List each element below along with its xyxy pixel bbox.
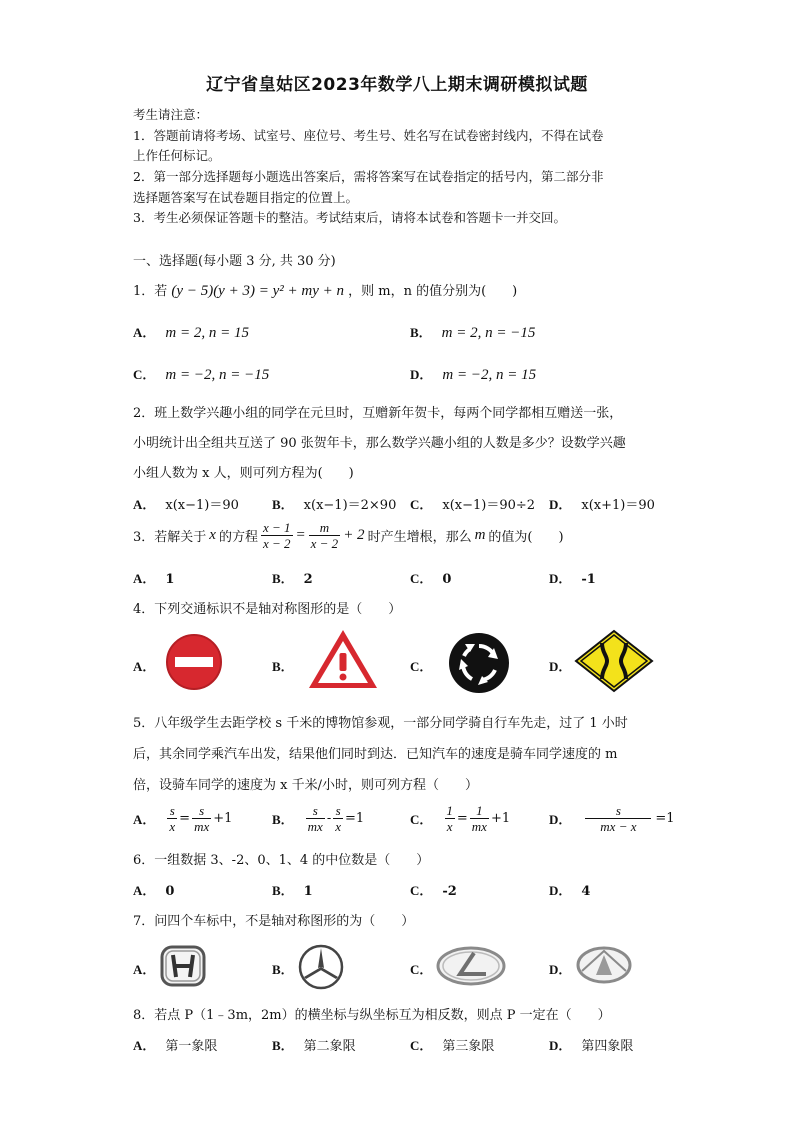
option-text: 2 [303, 572, 313, 587]
option-label: C． [410, 883, 433, 898]
q2-option-c[interactable] [410, 494, 535, 513]
q1-option-d[interactable] [410, 364, 536, 384]
q3-variable-m: m [474, 527, 486, 543]
fraction [583, 803, 653, 834]
option-text: 4 [581, 884, 591, 899]
infiniti-logo-icon [576, 945, 632, 985]
fraction [167, 803, 177, 834]
narrow-bridge-sign-icon [574, 629, 654, 693]
question-8-stem: 8．若点 P（1﹣3m，2m）的横坐标与纵坐标互为相反数，则点 P 一定在（ ） [133, 1008, 611, 1023]
fraction-numerator: s [312, 803, 318, 818]
q5-option-d[interactable] [549, 803, 675, 834]
notice-item-1a: 1．答题前请将考场、试室号、座位号、考生号、姓名写在试卷密封线内，不得在试卷 [133, 128, 604, 143]
fraction-denominator: x [446, 819, 453, 834]
fraction-numerator: 1 [476, 803, 483, 818]
fraction-numerator: m [319, 520, 330, 535]
option-label: B． [272, 497, 294, 512]
fraction-denominator: x [169, 819, 176, 834]
option-label: A． [133, 962, 156, 977]
fraction-numerator: s [615, 803, 621, 818]
option-text: m = −2, n = 15 [442, 367, 537, 383]
q3-option-b[interactable] [272, 568, 313, 587]
honda-logo-icon [160, 945, 206, 987]
q1-prefix: 1．若 [133, 284, 168, 299]
option-label: B． [272, 962, 294, 977]
q3-plus-two: + 2 [343, 527, 365, 543]
section-heading: 一、选择题(每小题 3 分, 共 30 分) [133, 254, 336, 269]
q4-option-a[interactable] [133, 656, 165, 675]
question-5-line-3: 倍，设骑车同学的速度为 x 千米/小时，则可列方程（ ） [133, 778, 478, 793]
notice-item-1b: 上作任何标记。 [133, 148, 221, 163]
option-label: B． [272, 883, 294, 898]
fraction-denominator: mx − x [585, 818, 651, 834]
option-label: B． [272, 659, 294, 674]
page-title: 辽宁省皇姑区2023年数学八上期末调研模拟试题 [206, 75, 588, 95]
q5-option-c[interactable] [410, 803, 510, 834]
fraction [192, 803, 211, 834]
notice-item-2b: 选择题答案写在试卷题目指定的位置上。 [133, 190, 359, 205]
option-text: 第三象限 [442, 1039, 495, 1054]
option-label: C． [410, 659, 433, 674]
q6-option-b[interactable] [272, 880, 313, 899]
warning-triangle-icon [307, 628, 379, 690]
option-tail: =1 [345, 811, 365, 826]
option-text: 第四象限 [581, 1039, 634, 1054]
option-label: A． [133, 659, 156, 674]
option-label: C． [410, 1038, 433, 1053]
q8-option-a[interactable] [133, 1035, 217, 1054]
option-label: A． [133, 571, 156, 586]
q3-mid: 的方程 [218, 530, 258, 545]
q6-option-a[interactable] [133, 880, 174, 899]
option-text: m = 2, n = 15 [165, 325, 249, 341]
q2-option-d[interactable] [549, 494, 655, 513]
fraction [444, 803, 455, 834]
option-text: 1 [303, 884, 313, 899]
q1-suffix: ，则 m，n 的值分别为( ) [348, 284, 518, 299]
fraction-denominator: x [335, 819, 342, 834]
fraction-denominator: mx [471, 819, 487, 834]
fraction [306, 803, 325, 834]
option-label: D． [549, 962, 572, 977]
option-tail: =1 [655, 811, 675, 826]
q1-option-a[interactable] [133, 322, 249, 342]
q3-option-a[interactable] [133, 568, 174, 587]
option-label: C． [133, 367, 156, 382]
option-label: A． [133, 325, 156, 340]
option-label: B． [272, 571, 294, 586]
q3-suffix: 时产生增根，那么 [367, 530, 472, 545]
fraction [333, 803, 343, 834]
question-4-stem: 4．下列交通标识不是轴对称图形的是（ ） [133, 602, 402, 617]
question-5-line-2: 后，其余同学乘汽车出发，结果他们同时到达．已知汽车的速度是骑车同学速度的 m [133, 747, 618, 762]
option-label: B． [272, 812, 294, 827]
option-text: x(x+1)＝90 [581, 498, 655, 513]
q6-option-c[interactable] [410, 880, 457, 899]
fraction-denominator: x − 2 [262, 536, 291, 551]
q3-equals: = [295, 527, 306, 543]
option-label: C． [410, 812, 433, 827]
option-label: B． [272, 1038, 294, 1053]
q5-option-b[interactable] [272, 803, 364, 834]
question-1-stem [133, 280, 517, 300]
option-text: m = −2, n = −15 [165, 367, 270, 383]
mercedes-logo-icon [297, 943, 345, 991]
q3-fraction-left [261, 520, 293, 551]
q3-end: 的值为( ) [488, 530, 564, 545]
option-text: 1 [165, 572, 175, 587]
q2-option-b[interactable] [272, 494, 396, 513]
option-text: -2 [442, 884, 457, 899]
fraction-numerator: x − 1 [262, 520, 291, 535]
q3-option-d[interactable] [549, 568, 596, 587]
fraction-denominator: mx [194, 819, 210, 834]
option-label: C． [410, 571, 433, 586]
q3-fraction-right [309, 520, 341, 551]
q8-option-c[interactable] [410, 1035, 494, 1054]
option-label: D． [549, 571, 572, 586]
question-6-stem: 6．一组数据 3、-2、0、1、4 的中位数是（ ） [133, 853, 430, 868]
q3-variable: x [209, 527, 216, 543]
operator: = [456, 811, 468, 826]
option-label: D． [549, 1038, 572, 1053]
question-3-stem [133, 520, 564, 551]
option-label: A． [133, 812, 156, 827]
fraction [470, 803, 489, 834]
q5-option-a[interactable] [133, 803, 232, 834]
option-label: C． [410, 497, 433, 512]
fraction-numerator: s [335, 803, 341, 818]
question-2-line-1: 2．班上数学兴趣小组的同学在元旦时，互赠新年贺卡，每两个同学都相互赠送一张， [133, 406, 623, 421]
q1-expression: (y − 5)(y + 3) = y² + my + n [171, 283, 344, 299]
q1-option-c[interactable] [133, 364, 269, 384]
q2-option-a[interactable] [133, 494, 239, 513]
option-text: x(x−1)＝90÷2 [442, 498, 536, 513]
option-text: 0 [165, 884, 175, 899]
question-2-line-2: 小明统计出全组共互送了 90 张贺年卡，那么数学兴趣小组的人数是多少？设数学兴趣 [133, 436, 626, 451]
no-entry-sign-icon [165, 633, 223, 691]
option-label: D． [549, 497, 572, 512]
fraction-numerator: s [169, 803, 175, 818]
notice-item-3: 3．考生必须保证答题卡的整洁。考试结束后，请将本试卷和答题卡一并交回。 [133, 210, 566, 225]
q1-option-b[interactable] [410, 322, 535, 342]
fraction-denominator: mx [307, 819, 323, 834]
q8-option-b[interactable] [272, 1035, 356, 1054]
q3-prefix: 3．若解关于 [133, 530, 207, 545]
question-5-line-1: 5．八年级学生去距学校 s 千米的博物馆参观，一部分同学骑自行车先走，过了 1 小时 [133, 716, 628, 731]
operator: = [179, 811, 191, 826]
option-label: D． [410, 367, 433, 382]
option-text: 0 [442, 572, 452, 587]
option-text: -1 [581, 572, 596, 587]
option-tail: +1 [213, 811, 233, 826]
option-text: x(x−1)＝90 [165, 498, 239, 513]
question-2-line-3: 小组人数为 x 人，则可列方程为( ) [133, 466, 354, 481]
operator: - [326, 811, 332, 826]
fraction-numerator: 1 [446, 803, 453, 818]
notice-item-2a: 2．第一部分选择题每小题选出答案后，需将答案写在试卷指定的括号内，第二部分非 [133, 169, 604, 184]
option-text: m = 2, n = −15 [441, 325, 536, 341]
fraction-denominator: x − 2 [310, 536, 339, 551]
question-7-stem: 7．问四个车标中，不是轴对称图形的为（ ） [133, 914, 415, 929]
q4-option-c[interactable] [410, 656, 442, 675]
q3-option-c[interactable] [410, 568, 451, 587]
option-label: D． [549, 659, 572, 674]
option-text: x(x−1)＝2×90 [303, 498, 397, 513]
option-text: 第二象限 [303, 1039, 356, 1054]
option-label: D． [549, 812, 572, 827]
option-label: B． [410, 325, 432, 340]
q4-option-b[interactable] [272, 656, 304, 675]
option-label: A． [133, 1038, 156, 1053]
roundabout-sign-icon [448, 632, 510, 694]
option-label: C． [410, 962, 433, 977]
option-label: A． [133, 883, 156, 898]
lexus-logo-icon [436, 946, 506, 986]
option-label: D． [549, 883, 572, 898]
option-label: A． [133, 497, 156, 512]
option-text: 第一象限 [165, 1039, 218, 1054]
notice-heading: 考生请注意： [133, 107, 209, 122]
option-tail: +1 [490, 811, 511, 826]
q6-option-d[interactable] [549, 880, 590, 899]
fraction-numerator: s [199, 803, 205, 818]
q8-option-d[interactable] [549, 1035, 633, 1054]
